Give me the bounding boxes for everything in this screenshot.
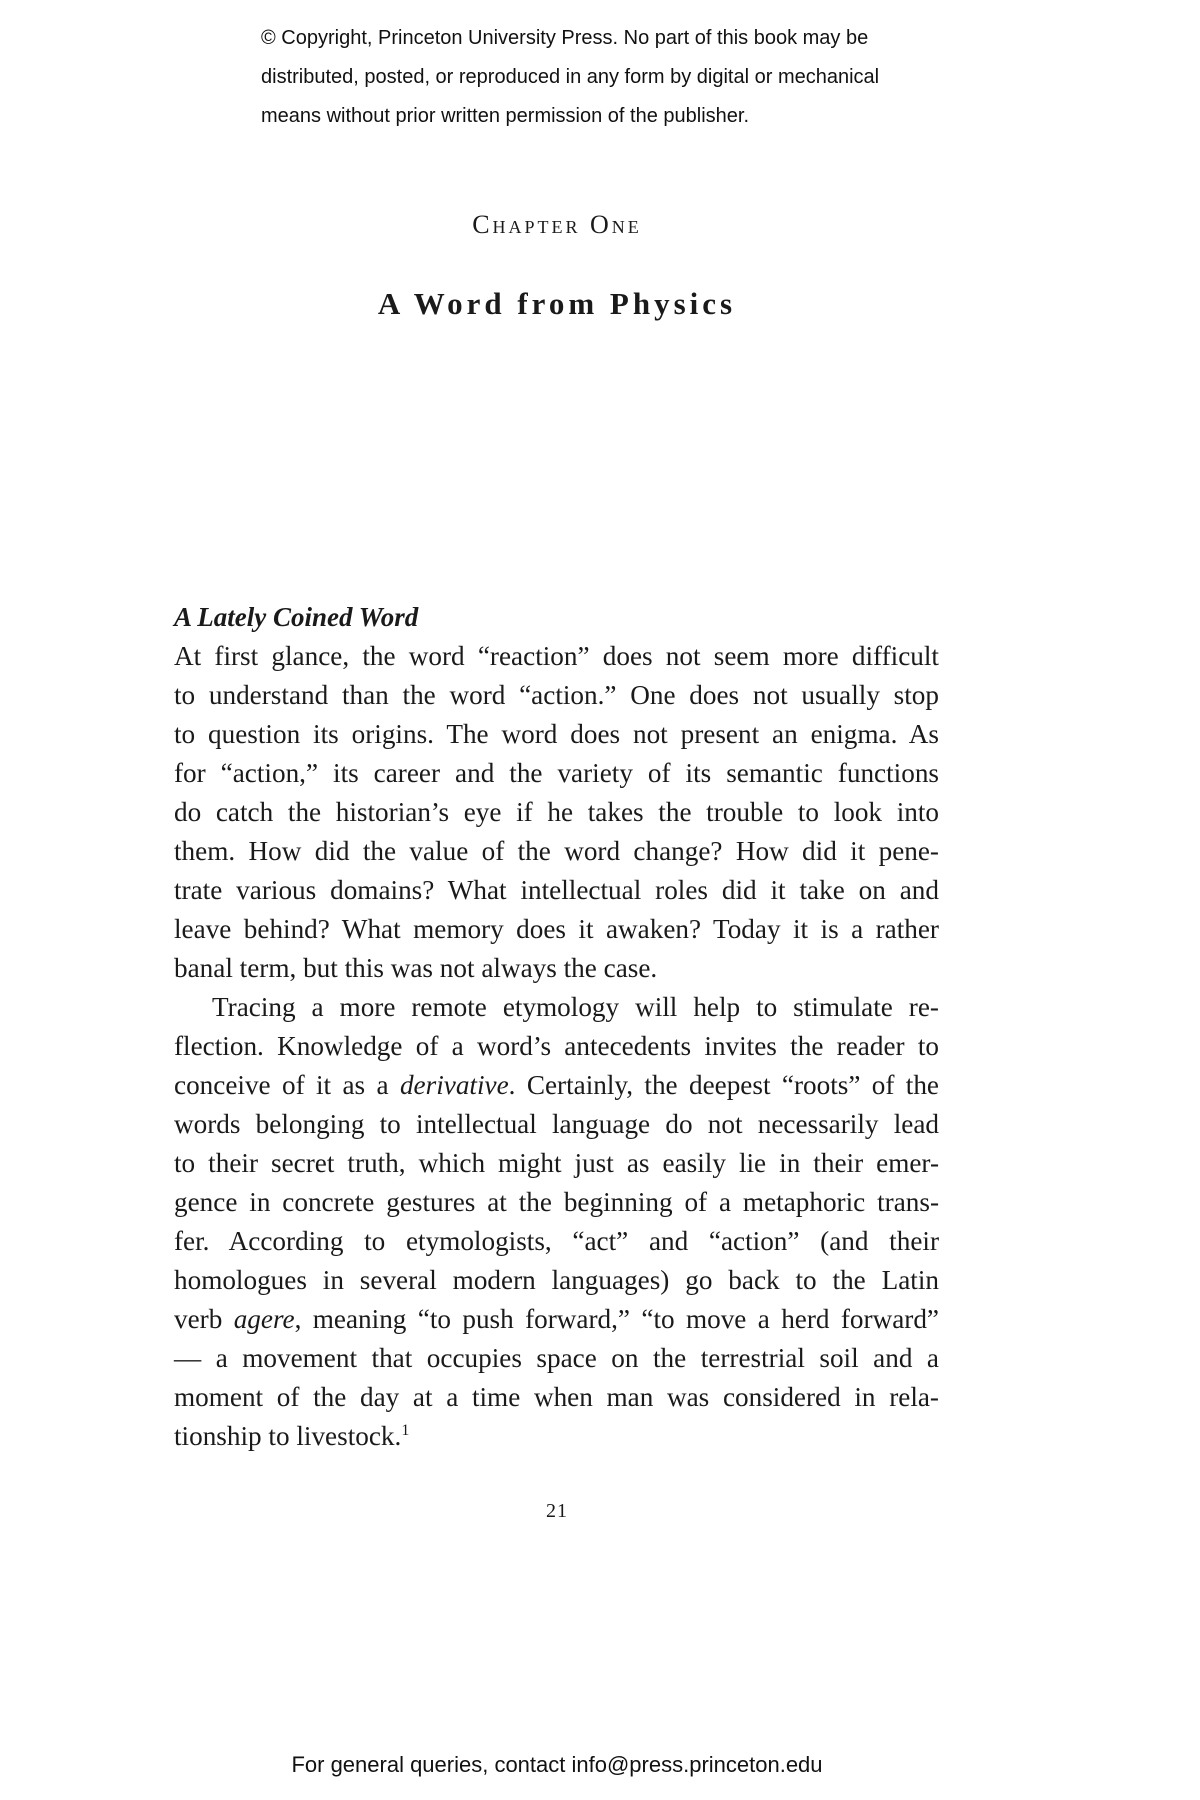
text-line — [174, 1417, 939, 1456]
chapter-title: A Word from Physics — [377, 286, 737, 321]
text-line: do catch the historian’s eye if he takes the trouble to look into — [174, 797, 939, 827]
text-line: leave behind? What memory does it awaken? Today it is a rather — [174, 914, 939, 944]
text-line: Tracing a more remote etymology will help to stimulate re- — [212, 992, 939, 1022]
section-heading: A Lately Coined Word — [174, 602, 419, 632]
emphasis-agere: agere — [233, 1304, 295, 1334]
emphasis-derivative: derivative — [399, 1070, 509, 1100]
text-segment: . Certainly, the deepest “roots” of the — [508, 1070, 940, 1100]
text-line: moment of the day at a time when man was considered in rela- — [174, 1382, 939, 1412]
text-segment: verb — [174, 1304, 234, 1334]
text-line — [174, 1066, 939, 1105]
chapter-label: Chapter One — [472, 210, 642, 239]
text-line: — a movement that occupies space on the terrestrial soil and a — [174, 1343, 939, 1373]
copyright-line: © Copyright, Princeton University Press. No part of this book may be — [261, 27, 869, 49]
text-line: for “action,” its career and the variety of its semantic functions — [174, 758, 939, 788]
text-line — [174, 1300, 939, 1339]
text-line: At first glance, the word “reaction” does not seem more difficult — [174, 641, 939, 671]
copyright-line: means without prior written permission of the publisher. — [261, 105, 750, 127]
text-segment: , meaning “to push forward,” “to move a herd forward” — [294, 1304, 939, 1334]
text-segment: tionship to livestock. — [174, 1421, 402, 1451]
text-line: fer. According to etymologists, “act” and “action” (and their — [174, 1226, 939, 1256]
text-line: homologues in several modern languages) go back to the Latin — [174, 1265, 939, 1295]
contact-footer: For general queries, contact info@press.princeton.edu — [291, 1752, 823, 1777]
paragraph-2 — [174, 988, 939, 1456]
text-line: to their secret truth, which might just as easily lie in their emer- — [174, 1148, 939, 1178]
text-line: to understand than the word “action.” One does not usually stop — [174, 680, 939, 710]
text-line: trate various domains? What intellectual roles did it take on and — [174, 875, 939, 905]
copyright-line: distributed, posted, or reproduced in any form by digital or mechanical — [261, 66, 880, 88]
text-line: banal term, but this was not always the case. — [174, 953, 658, 983]
chapter-body — [174, 598, 939, 1456]
text-line: flection. Knowledge of a word’s antecedents invites the reader to — [174, 1031, 939, 1061]
text-line: to question its origins. The word does not present an enigma. As — [174, 719, 939, 749]
text-line: words belonging to intellectual language do not necessarily lead — [174, 1109, 939, 1139]
footnote-marker[interactable]: 1 — [401, 1422, 410, 1439]
text-segment: conceive of it as a — [174, 1070, 400, 1100]
text-line: them. How did the value of the word change? How did it pene- — [174, 836, 939, 866]
paragraph-1 — [174, 637, 939, 988]
text-line: gence in concrete gestures at the beginning of a metaphoric trans- — [174, 1187, 939, 1217]
page-number: 21 — [546, 1500, 568, 1522]
copyright-notice — [261, 19, 961, 136]
